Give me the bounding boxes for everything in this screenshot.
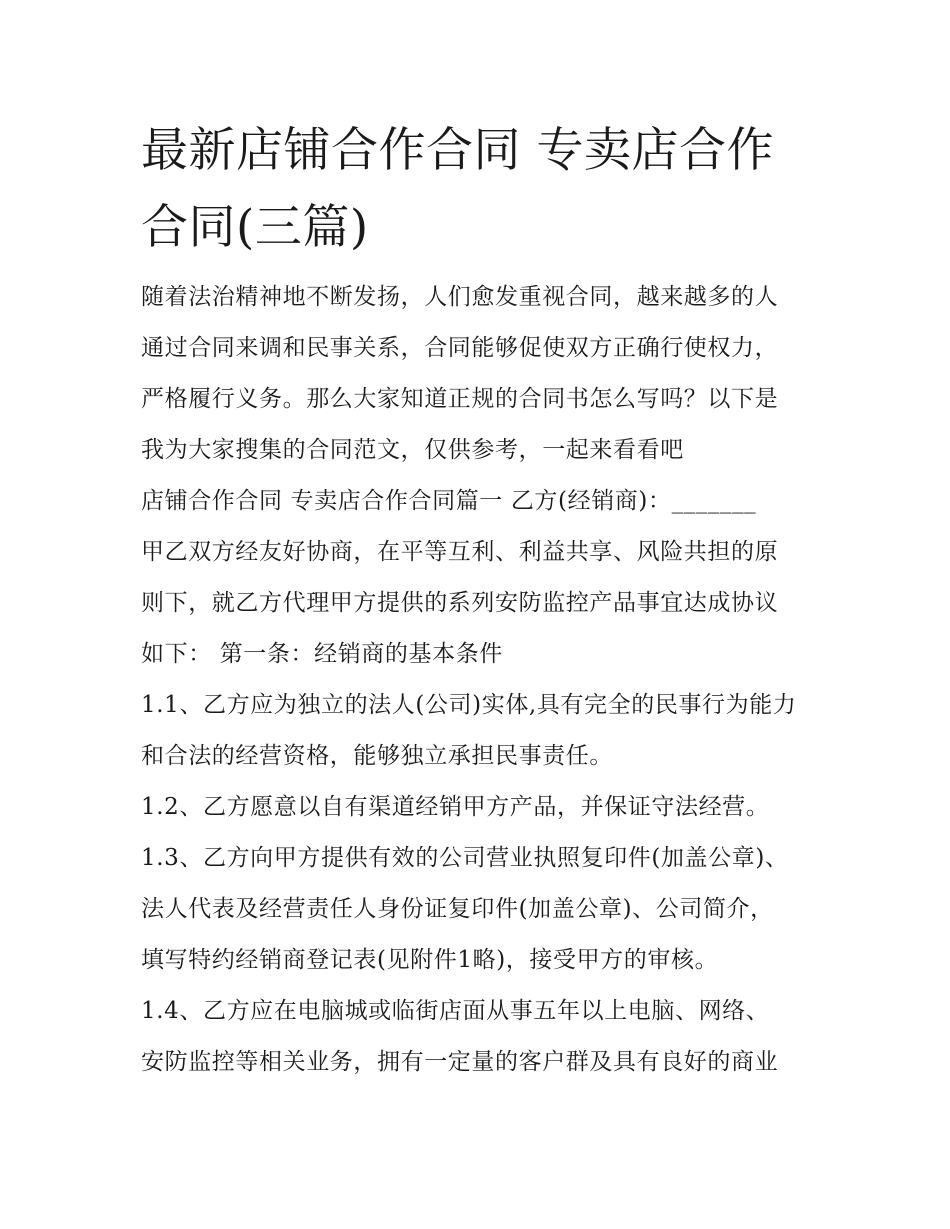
body-line: 1.4、乙方应在电脑城或临街店面从事五年以上电脑、网络、 — [141, 998, 770, 1024]
body-line: 则下，就乙方代理甲方提供的系列安防监控产品事宜达成协议 — [141, 590, 779, 616]
body-line: 如下： 第一条：经销商的基本条件 — [141, 641, 503, 667]
body-line: 法人代表及经营责任人身份证复印件(加盖公章)、公司简介， — [141, 896, 774, 922]
body-line: 1.3、乙方向甲方提供有效的公司营业执照复印件(加盖公章)、 — [141, 845, 789, 871]
body-line: 1.2、乙方愿意以自有渠道经销甲方产品，并保证守法经营。 — [141, 794, 770, 820]
body-line: 通过合同来调和民事关系，合同能够促使双方正确行使权力， — [141, 335, 779, 361]
body-line: 严格履行义务。那么大家知道正规的合同书怎么写吗？以下是 — [141, 386, 779, 412]
body-line: 我为大家搜集的合同范文，仅供参考，一起来看看吧 — [141, 437, 684, 463]
document-page — [141, 112, 821, 1088]
body-line: 填写特约经销商登记表(见附件1略)，接受甲方的审核。 — [141, 947, 719, 973]
document-title — [141, 112, 821, 266]
title-line-1: 最新店铺合作合同 专卖店合作 — [141, 123, 774, 178]
title-line-2: 合同(三篇) — [141, 200, 369, 255]
body-line: 店铺合作合同 专卖店合作合同篇一 乙方(经销商)：_______ — [141, 488, 757, 514]
body-line: 和合法的经营资格，能够独立承担民事责任。 — [141, 743, 613, 769]
document-body — [141, 272, 821, 1088]
body-line: 随着法治精神地不断发扬，人们愈发重视合同，越来越多的人 — [141, 284, 779, 310]
body-line: 甲乙双方经友好协商，在平等互利、利益共享、风险共担的原 — [141, 539, 779, 565]
body-line: 1.1、乙方应为独立的法人(公司)实体,具有完全的民事行为能力 — [141, 692, 797, 718]
body-line: 安防监控等相关业务，拥有一定量的客户群及具有良好的商业 — [141, 1049, 779, 1075]
